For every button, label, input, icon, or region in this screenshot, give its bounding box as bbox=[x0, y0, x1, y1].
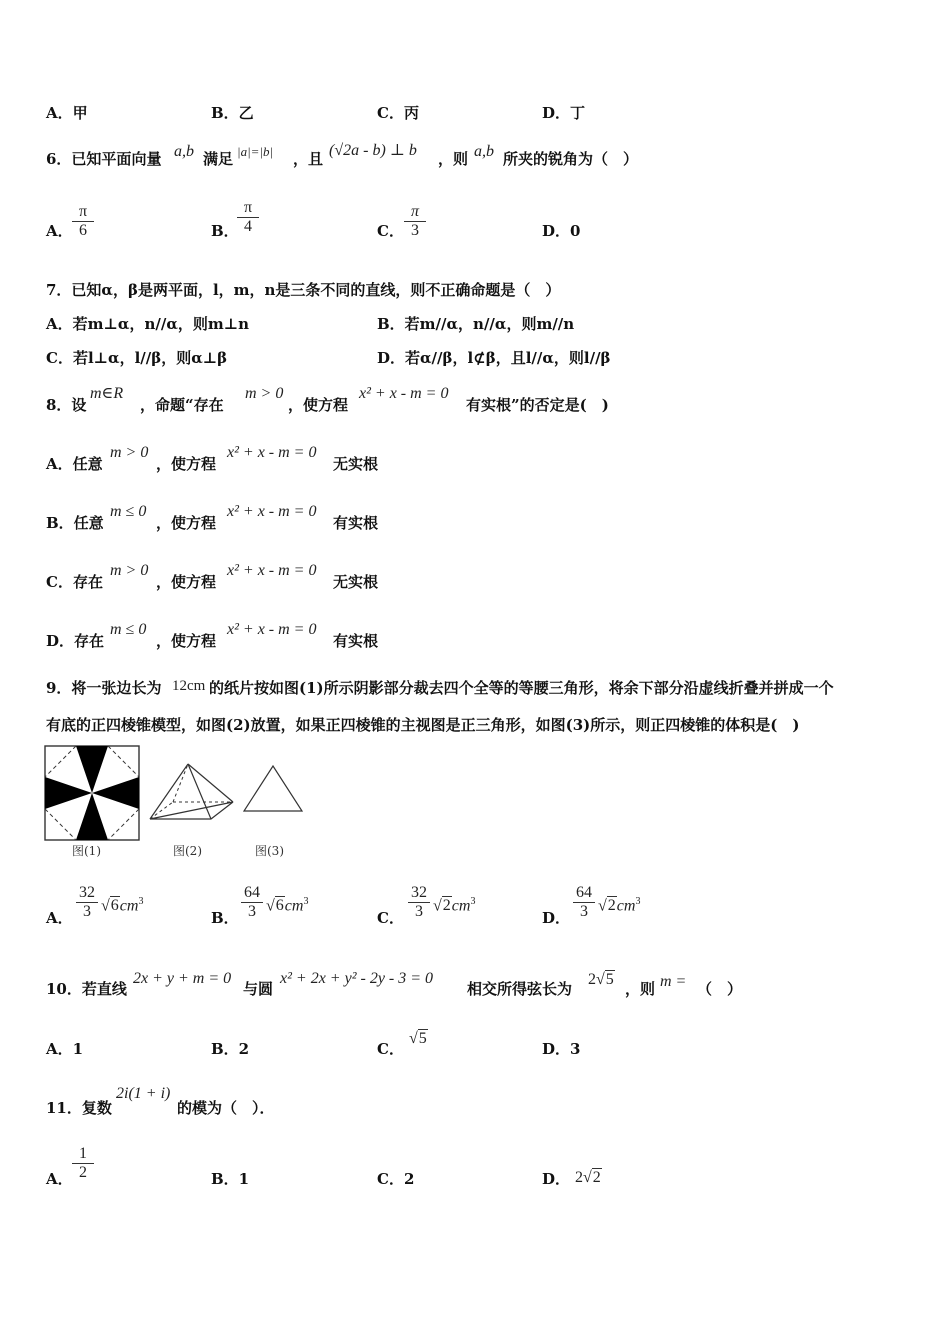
q6-math-equal-length: |a|=|b| bbox=[237, 144, 274, 159]
q8-stem-part1: 8．设 bbox=[46, 396, 87, 414]
q8-option-a-end: 无实根 bbox=[333, 455, 379, 473]
numerator: π bbox=[404, 203, 426, 222]
q8-math-condition: m > 0 bbox=[245, 385, 284, 402]
numerator: 1 bbox=[72, 1145, 94, 1164]
q10-math-chord-length: 2√5 bbox=[588, 971, 614, 988]
q6-option-c-label: C． bbox=[377, 222, 404, 240]
q9-figure-3-label: 图(3) bbox=[255, 844, 284, 858]
q9-figure-1-label: 图(1) bbox=[72, 844, 101, 858]
q8-option-c-end: 无实根 bbox=[333, 573, 379, 591]
q11-option-a-fraction bbox=[72, 1145, 94, 1182]
q7-option-c: C．若l⊥α，l//β，则α⊥β bbox=[46, 349, 228, 367]
q10-math-line: 2x + y + m = 0 bbox=[133, 970, 232, 987]
q8-stem-part3: ，使方程 bbox=[288, 396, 349, 414]
unit: cm bbox=[451, 897, 471, 915]
q8-option-d-condition: m ≤ 0 bbox=[110, 621, 147, 638]
q8-option-c-mid: ，使方程 bbox=[156, 573, 217, 591]
q10-stem-part2: 与圆 bbox=[243, 980, 274, 998]
q5-option-b: B．乙 bbox=[211, 104, 254, 122]
q6-option-a-label: A． bbox=[46, 222, 73, 240]
numerator: 64 bbox=[241, 884, 263, 903]
q10-stem-part3: 相交所得弦长为 bbox=[467, 980, 573, 998]
q6-math-vectors: a,b bbox=[174, 143, 194, 160]
q6-math-perpendicular: (√2a - b) ⊥ b bbox=[329, 142, 417, 159]
q9-stem-line1-c: 的纸片按如图(1)所示阴影部分裁去四个全等的等腰三角形，将余下部分沿虚线折叠并拼成一个 bbox=[209, 679, 834, 697]
q10-stem-part1: 10．若直线 bbox=[46, 980, 127, 998]
q9-option-b-radical: $√6cm^3$ bbox=[266, 896, 309, 915]
q9-stem-line2: 有底的正四棱锥模型，如图(2)放置，如果正四棱锥的主视图是正三角形，如图(3)所示，则正四棱锥的体积是( ) bbox=[46, 716, 800, 734]
q9-figure-1 bbox=[44, 745, 140, 841]
q8-option-b-condition: m ≤ 0 bbox=[110, 503, 147, 520]
radicand: 2 bbox=[442, 897, 451, 915]
denominator: 4 bbox=[244, 218, 252, 235]
numerator: 32 bbox=[408, 884, 430, 903]
q8-option-a-equation: x² + x - m = 0 bbox=[227, 444, 317, 461]
q9-option-b-label: B． bbox=[211, 909, 239, 927]
q6-option-b-label: B． bbox=[211, 222, 239, 240]
q6-option-a-fraction bbox=[72, 203, 94, 240]
q10-option-a: A．1 bbox=[46, 1040, 84, 1058]
q11-stem-part2: 的模为（ ）． bbox=[177, 1099, 275, 1117]
q8-option-c-condition: m > 0 bbox=[110, 562, 149, 579]
q11-math-complex: 2i(1 + i) bbox=[116, 1085, 171, 1102]
q8-option-c-equation: x² + x - m = 0 bbox=[227, 562, 317, 579]
q8-option-b-label: B．任意 bbox=[46, 514, 104, 532]
unit: cm bbox=[119, 897, 139, 915]
q11-option-d-label: D． bbox=[542, 1170, 571, 1188]
q9-option-d-radical: $√2cm^3$ bbox=[598, 896, 641, 915]
q9-option-c-fraction bbox=[408, 884, 430, 921]
q8-option-a-label: A．任意 bbox=[46, 455, 103, 473]
q8-math-equation: x² + x - m = 0 bbox=[359, 385, 449, 402]
q11-option-d-radical: 2√2 bbox=[575, 1169, 601, 1186]
q8-option-b-end: 有实根 bbox=[333, 514, 379, 532]
q8-option-b-equation: x² + x - m = 0 bbox=[227, 503, 317, 520]
q9-figure-2 bbox=[149, 762, 235, 822]
q6-stem-part1: 6．已知平面向量 bbox=[46, 150, 162, 168]
q9-figure-2-label: 图(2) bbox=[173, 844, 202, 858]
q6-stem-part3: ，且 bbox=[293, 150, 324, 168]
q5-option-a: A．甲 bbox=[46, 104, 88, 122]
radicand: 5 bbox=[418, 1030, 427, 1047]
q10-stem-part4: ，则 bbox=[625, 980, 656, 998]
denominator: 2 bbox=[79, 1164, 87, 1181]
q8-option-b-mid: ，使方程 bbox=[156, 514, 217, 532]
q11-option-b: B．1 bbox=[211, 1170, 250, 1188]
q6-option-d: D．0 bbox=[542, 222, 581, 240]
q9-figure-3 bbox=[242, 764, 304, 814]
q8-option-a-mid: ，使方程 bbox=[156, 455, 217, 473]
q7-option-b: B．若m//α，n//α，则m//n bbox=[377, 315, 575, 333]
q9-option-c-label: C． bbox=[377, 909, 404, 927]
q10-option-b: B．2 bbox=[211, 1040, 250, 1058]
q8-stem-part2: ，命题“存在 bbox=[140, 396, 224, 414]
radicand: 6 bbox=[275, 897, 284, 915]
q6-stem-part5: 所夹的锐角为（ ） bbox=[503, 150, 639, 168]
q10-math-unknown: m = bbox=[660, 973, 687, 990]
q8-math-domain: m∈R bbox=[90, 385, 124, 402]
q10-option-c-label: C． bbox=[377, 1040, 404, 1058]
radicand: 6 bbox=[110, 897, 119, 915]
q10-option-d: D．3 bbox=[542, 1040, 581, 1058]
radicand: 2 bbox=[592, 1169, 601, 1186]
q7-option-d: D．若α//β，l⊄β，且l//α，则l//β bbox=[377, 349, 611, 367]
numerator: π bbox=[72, 203, 94, 222]
q9-stem-line1-a: 9．将一张边长为 bbox=[46, 679, 162, 697]
q9-length: 12cm bbox=[172, 678, 206, 694]
q8-option-d-label: D．存在 bbox=[46, 632, 105, 650]
unit: cm bbox=[284, 897, 304, 915]
q9-option-d-fraction bbox=[573, 884, 595, 921]
radicand: 5 bbox=[605, 971, 614, 988]
q10-option-c-radical: √5 bbox=[409, 1030, 427, 1047]
q7-stem: 7．已知α，β是两平面，l，m，n是三条不同的直线，则不正确命题是（ ） bbox=[46, 281, 561, 299]
q11-option-a-label: A． bbox=[46, 1170, 73, 1188]
q7-option-a: A．若m⊥α，n//α，则m⊥n bbox=[46, 315, 250, 333]
q10-math-circle: x² + 2x + y² - 2y - 3 = 0 bbox=[280, 970, 434, 987]
numerator: 64 bbox=[573, 884, 595, 903]
denominator: 3 bbox=[83, 903, 91, 920]
coefficient: 2 bbox=[588, 971, 596, 988]
q6-option-b-fraction bbox=[237, 199, 259, 236]
denominator: 3 bbox=[415, 903, 423, 920]
denominator: 3 bbox=[248, 903, 256, 920]
denominator: 6 bbox=[79, 222, 87, 239]
coefficient: 2 bbox=[575, 1169, 583, 1186]
q5-option-c: C．丙 bbox=[377, 104, 419, 122]
denominator: 3 bbox=[411, 222, 419, 239]
radicand: 2 bbox=[607, 897, 616, 915]
q9-option-a-radical: $√6cm^3$ bbox=[101, 896, 144, 915]
q9-option-c-radical: $√2cm^3$ bbox=[433, 896, 476, 915]
numerator: π bbox=[237, 199, 259, 218]
q6-option-c-fraction bbox=[404, 203, 426, 240]
q8-option-d-mid: ，使方程 bbox=[156, 632, 217, 650]
q6-stem-part4: ，则 bbox=[438, 150, 469, 168]
q8-stem-part4: 有实根”的否定是( ) bbox=[466, 396, 609, 414]
q9-option-b-fraction bbox=[241, 884, 263, 921]
q11-stem-part1: 11．复数 bbox=[46, 1099, 112, 1117]
q11-option-c: C．2 bbox=[377, 1170, 415, 1188]
numerator: 32 bbox=[76, 884, 98, 903]
q8-option-c-label: C．存在 bbox=[46, 573, 103, 591]
denominator: 3 bbox=[580, 903, 588, 920]
q9-option-d-label: D． bbox=[542, 909, 571, 927]
q8-option-a-condition: m > 0 bbox=[110, 444, 149, 461]
q8-option-d-end: 有实根 bbox=[333, 632, 379, 650]
q10-stem-part5: （ ） bbox=[697, 980, 743, 998]
q6-math-vectors-2: a,b bbox=[474, 143, 494, 160]
q9-option-a-fraction bbox=[76, 884, 98, 921]
q9-option-a-label: A． bbox=[46, 909, 73, 927]
unit: cm bbox=[616, 897, 636, 915]
q8-option-d-equation: x² + x - m = 0 bbox=[227, 621, 317, 638]
q5-option-d: D．丁 bbox=[542, 104, 586, 122]
q6-stem-part2: 满足 bbox=[203, 150, 234, 168]
